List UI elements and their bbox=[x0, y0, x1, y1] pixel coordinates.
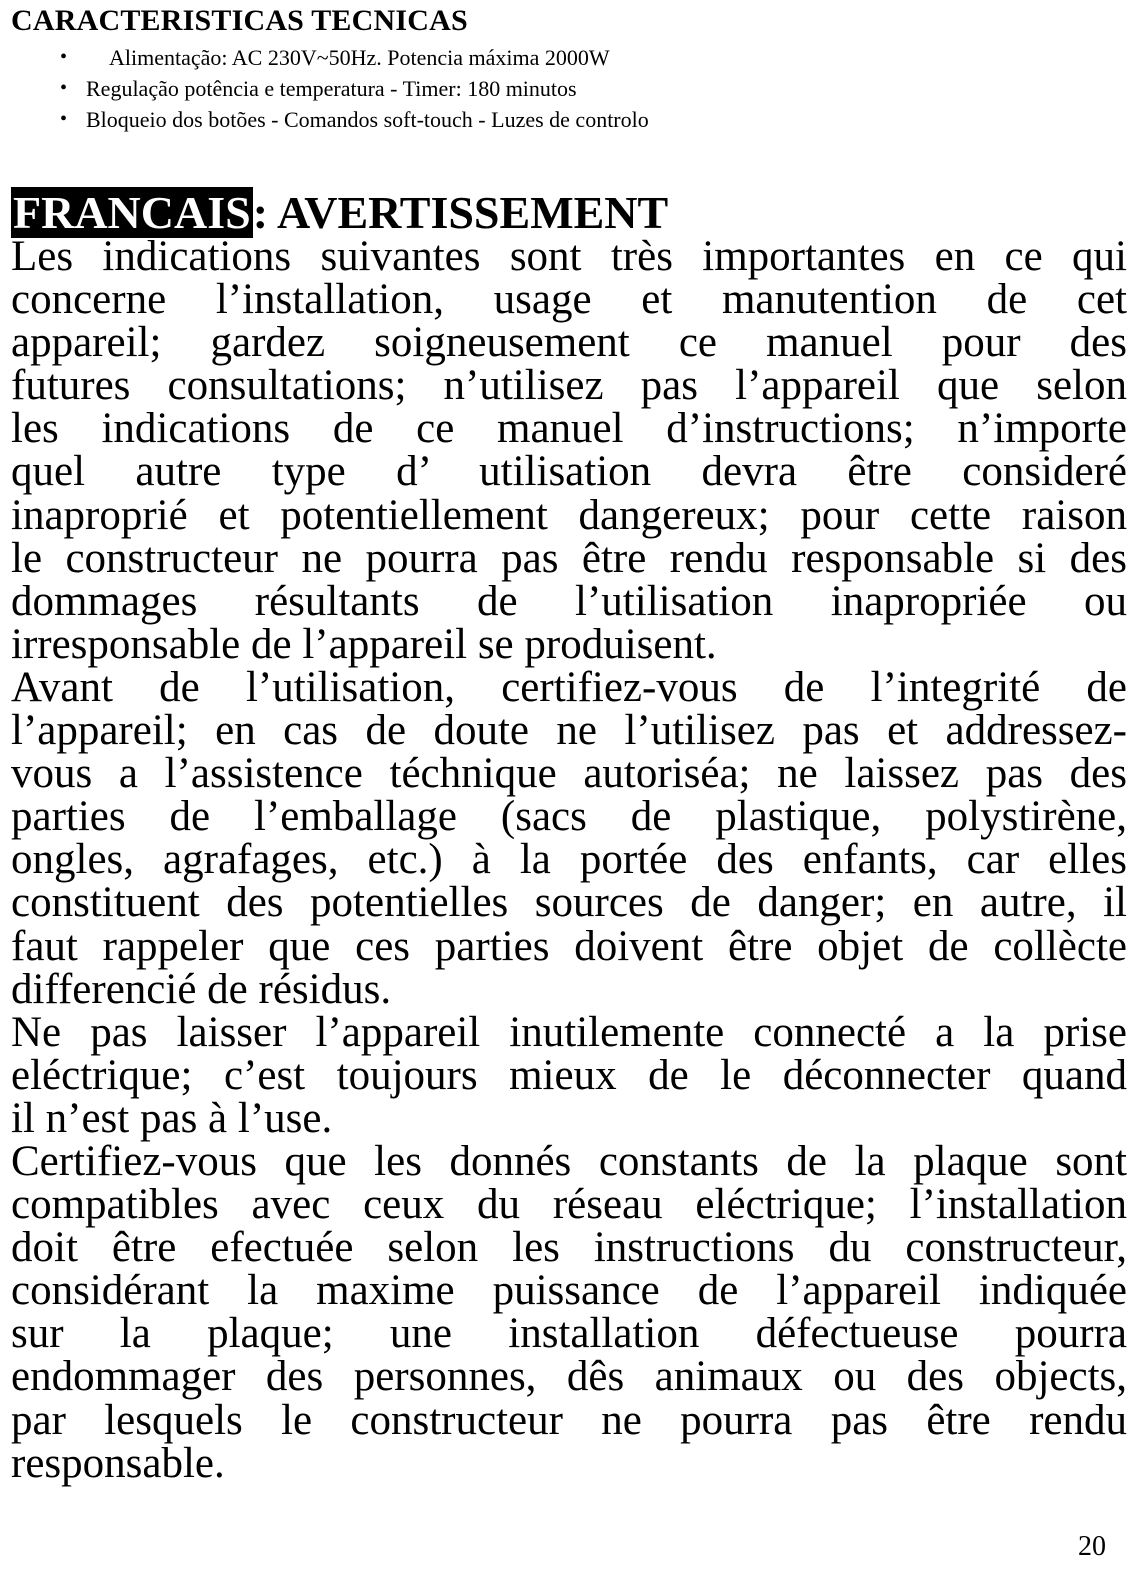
text-line: constituent des potentielles sources de danger; en autre, il bbox=[11, 879, 1127, 927]
bullet-icon: • bbox=[60, 46, 68, 68]
warning-body-text bbox=[11, 235, 1127, 1485]
text-line: il n’est pas à l’use. bbox=[11, 1094, 333, 1142]
text-line: vous a l’assistence téchnique autoriséa; ne laissez pas des bbox=[11, 750, 1127, 798]
text-line: dommages résultants de l’utilisation inapropriée ou bbox=[11, 577, 1127, 625]
text-line: appareil; gardez soigneusement ce manuel pour des bbox=[11, 319, 1127, 367]
tech-specs-title: CARACTERISTICAS TECNICAS bbox=[11, 4, 468, 37]
spec-power-supply: Alimentação: AC 230V~50Hz. Potencia máxima 2000W bbox=[109, 45, 610, 70]
list-item bbox=[0, 42, 1140, 73]
text-line: differencié de résidus. bbox=[11, 965, 392, 1013]
text-line: Avant de l’utilisation, certifiez-vous de l’integrité de bbox=[11, 663, 1127, 711]
page-number: 20 bbox=[1078, 1531, 1106, 1562]
list-item bbox=[0, 73, 1140, 104]
text-line: ongles, agrafages, etc.) à la portée des enfants, car elles bbox=[11, 836, 1127, 884]
text-line: considérant la maxime puissance de l’appareil indiquée bbox=[11, 1267, 1127, 1315]
text-line: Certifiez-vous que les donnés constants de la plaque sont bbox=[11, 1137, 1127, 1185]
text-line: compatibles avec ceux du réseau eléctrique; l’installation bbox=[11, 1181, 1127, 1229]
language-label: FRANCAIS bbox=[13, 187, 251, 238]
text-line: les indications de ce manuel d’instructions; n’importe bbox=[11, 405, 1127, 453]
text-line: endommager des personnes, dês animaux ou des objects, bbox=[11, 1353, 1127, 1401]
text-line: par lesquels le constructeur ne pourra pas être rendu bbox=[11, 1396, 1127, 1444]
text-line: l’appareil; en cas de doute ne l’utilisez pas et addressez- bbox=[11, 707, 1127, 755]
list-item bbox=[0, 104, 1140, 135]
text-line: faut rappeler que ces parties doivent être objet de collècte bbox=[11, 922, 1127, 970]
text-line: Ne pas laisser l’appareil inutilemente connecté a la prise bbox=[11, 1008, 1127, 1056]
spec-regulation-timer: Regulação potência e temperatura - Timer: 180 minutos bbox=[86, 76, 577, 101]
section-heading bbox=[11, 187, 668, 239]
text-line: irresponsable de l’appareil se produisent. bbox=[11, 620, 717, 668]
text-line: futures consultations; n’utilisez pas l’appareil que selon bbox=[11, 362, 1127, 410]
text-line: sur la plaque; une installation défectueuse pourra bbox=[11, 1310, 1127, 1358]
spec-controls: Bloqueio dos botões - Comandos soft-touch - Luzes de controlo bbox=[86, 107, 649, 132]
tech-specs-list bbox=[0, 42, 1140, 135]
text-line: responsable. bbox=[11, 1439, 225, 1487]
bullet-icon: • bbox=[60, 77, 68, 99]
text-line: parties de l’emballage (sacs de plastique, polystirène, bbox=[11, 793, 1127, 841]
text-line: inaproprié et potentiellement dangereux; pour cette raison bbox=[11, 491, 1127, 539]
text-line: eléctrique; c’est toujours mieux de le déconnecter quand bbox=[11, 1051, 1127, 1099]
text-line: le constructeur ne pourra pas être rendu responsable si des bbox=[11, 534, 1127, 582]
text-line: concerne l’installation, usage et manutention de cet bbox=[11, 276, 1127, 324]
text-line: doit être efectuée selon les instructions du constructeur, bbox=[11, 1224, 1127, 1272]
bullet-icon: • bbox=[60, 108, 68, 130]
heading-title: : AVERTISSEMENT bbox=[252, 187, 669, 238]
text-line: Les indications suivantes sont très importantes en ce qui bbox=[11, 233, 1127, 280]
text-line: quel autre type d’ utilisation devra être consideré bbox=[11, 448, 1127, 496]
